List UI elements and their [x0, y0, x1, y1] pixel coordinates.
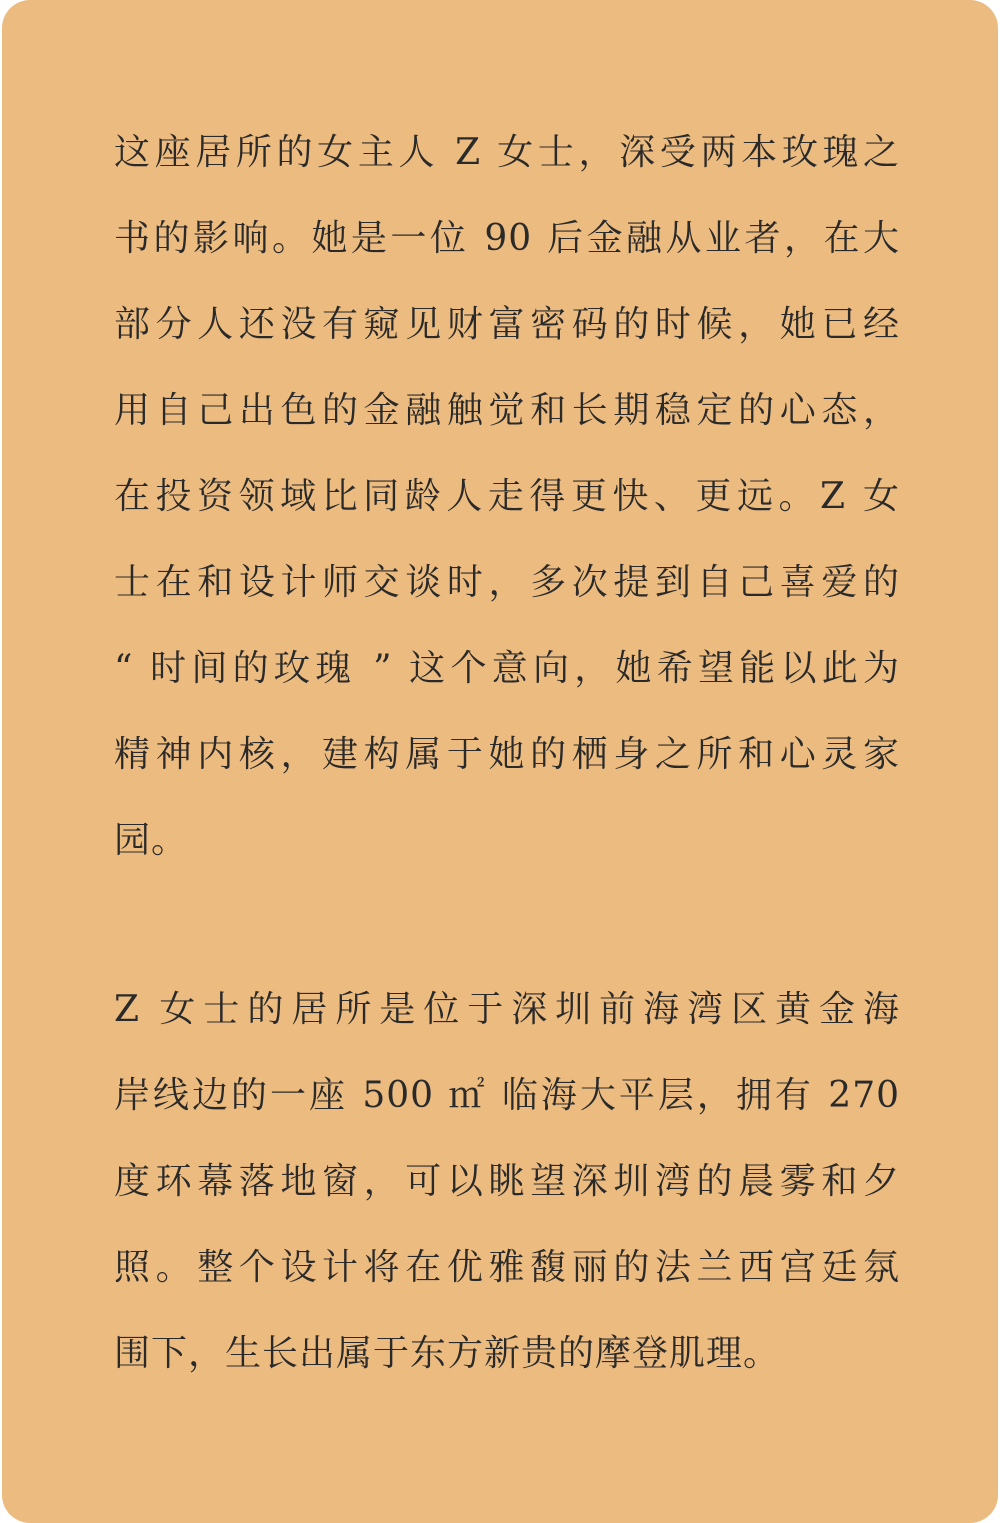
paragraph-line: 精神内核，建构属于她的栖身之所和心灵家 [114, 734, 900, 775]
paragraph-line: 书的影响。她是一位 90 后金融从业者，在大 [114, 218, 900, 259]
paragraph-line: 在投资领域比同龄人走得更快、更远。Z 女 [114, 476, 900, 517]
paragraph-line: 这座居所的女主人 Z 女士，深受两本玫瑰之 [114, 132, 900, 173]
paragraph-line: 用自己出色的金融触觉和长期稳定的心态， [114, 390, 900, 431]
paragraph-line: “ 时间的玫瑰 ” 这个意向，她希望能以此为 [114, 648, 900, 689]
article-card [2, 0, 998, 1523]
paragraph-residence [114, 967, 900, 1397]
paragraph-line: 士在和设计师交谈时，多次提到自己喜爱的 [114, 562, 900, 603]
paragraph-line: 岸线边的一座 500 ㎡ 临海大平层，拥有 270 [114, 1075, 900, 1116]
paragraph-line: 部分人还没有窥见财富密码的时候，她已经 [114, 304, 900, 345]
paragraph-line: 围下，生长出属于东方新贵的摩登肌理。 [114, 1333, 781, 1374]
paragraph-intro [114, 110, 900, 884]
paragraph-line: Z 女士的居所是位于深圳前海湾区黄金海 [114, 989, 900, 1030]
paragraph-line: 度环幕落地窗，可以眺望深圳湾的晨雾和夕 [114, 1161, 900, 1202]
paragraph-line: 园。 [114, 820, 189, 861]
paragraph-line: 照。整个设计将在优雅馥丽的法兰西宫廷氛 [114, 1247, 900, 1288]
